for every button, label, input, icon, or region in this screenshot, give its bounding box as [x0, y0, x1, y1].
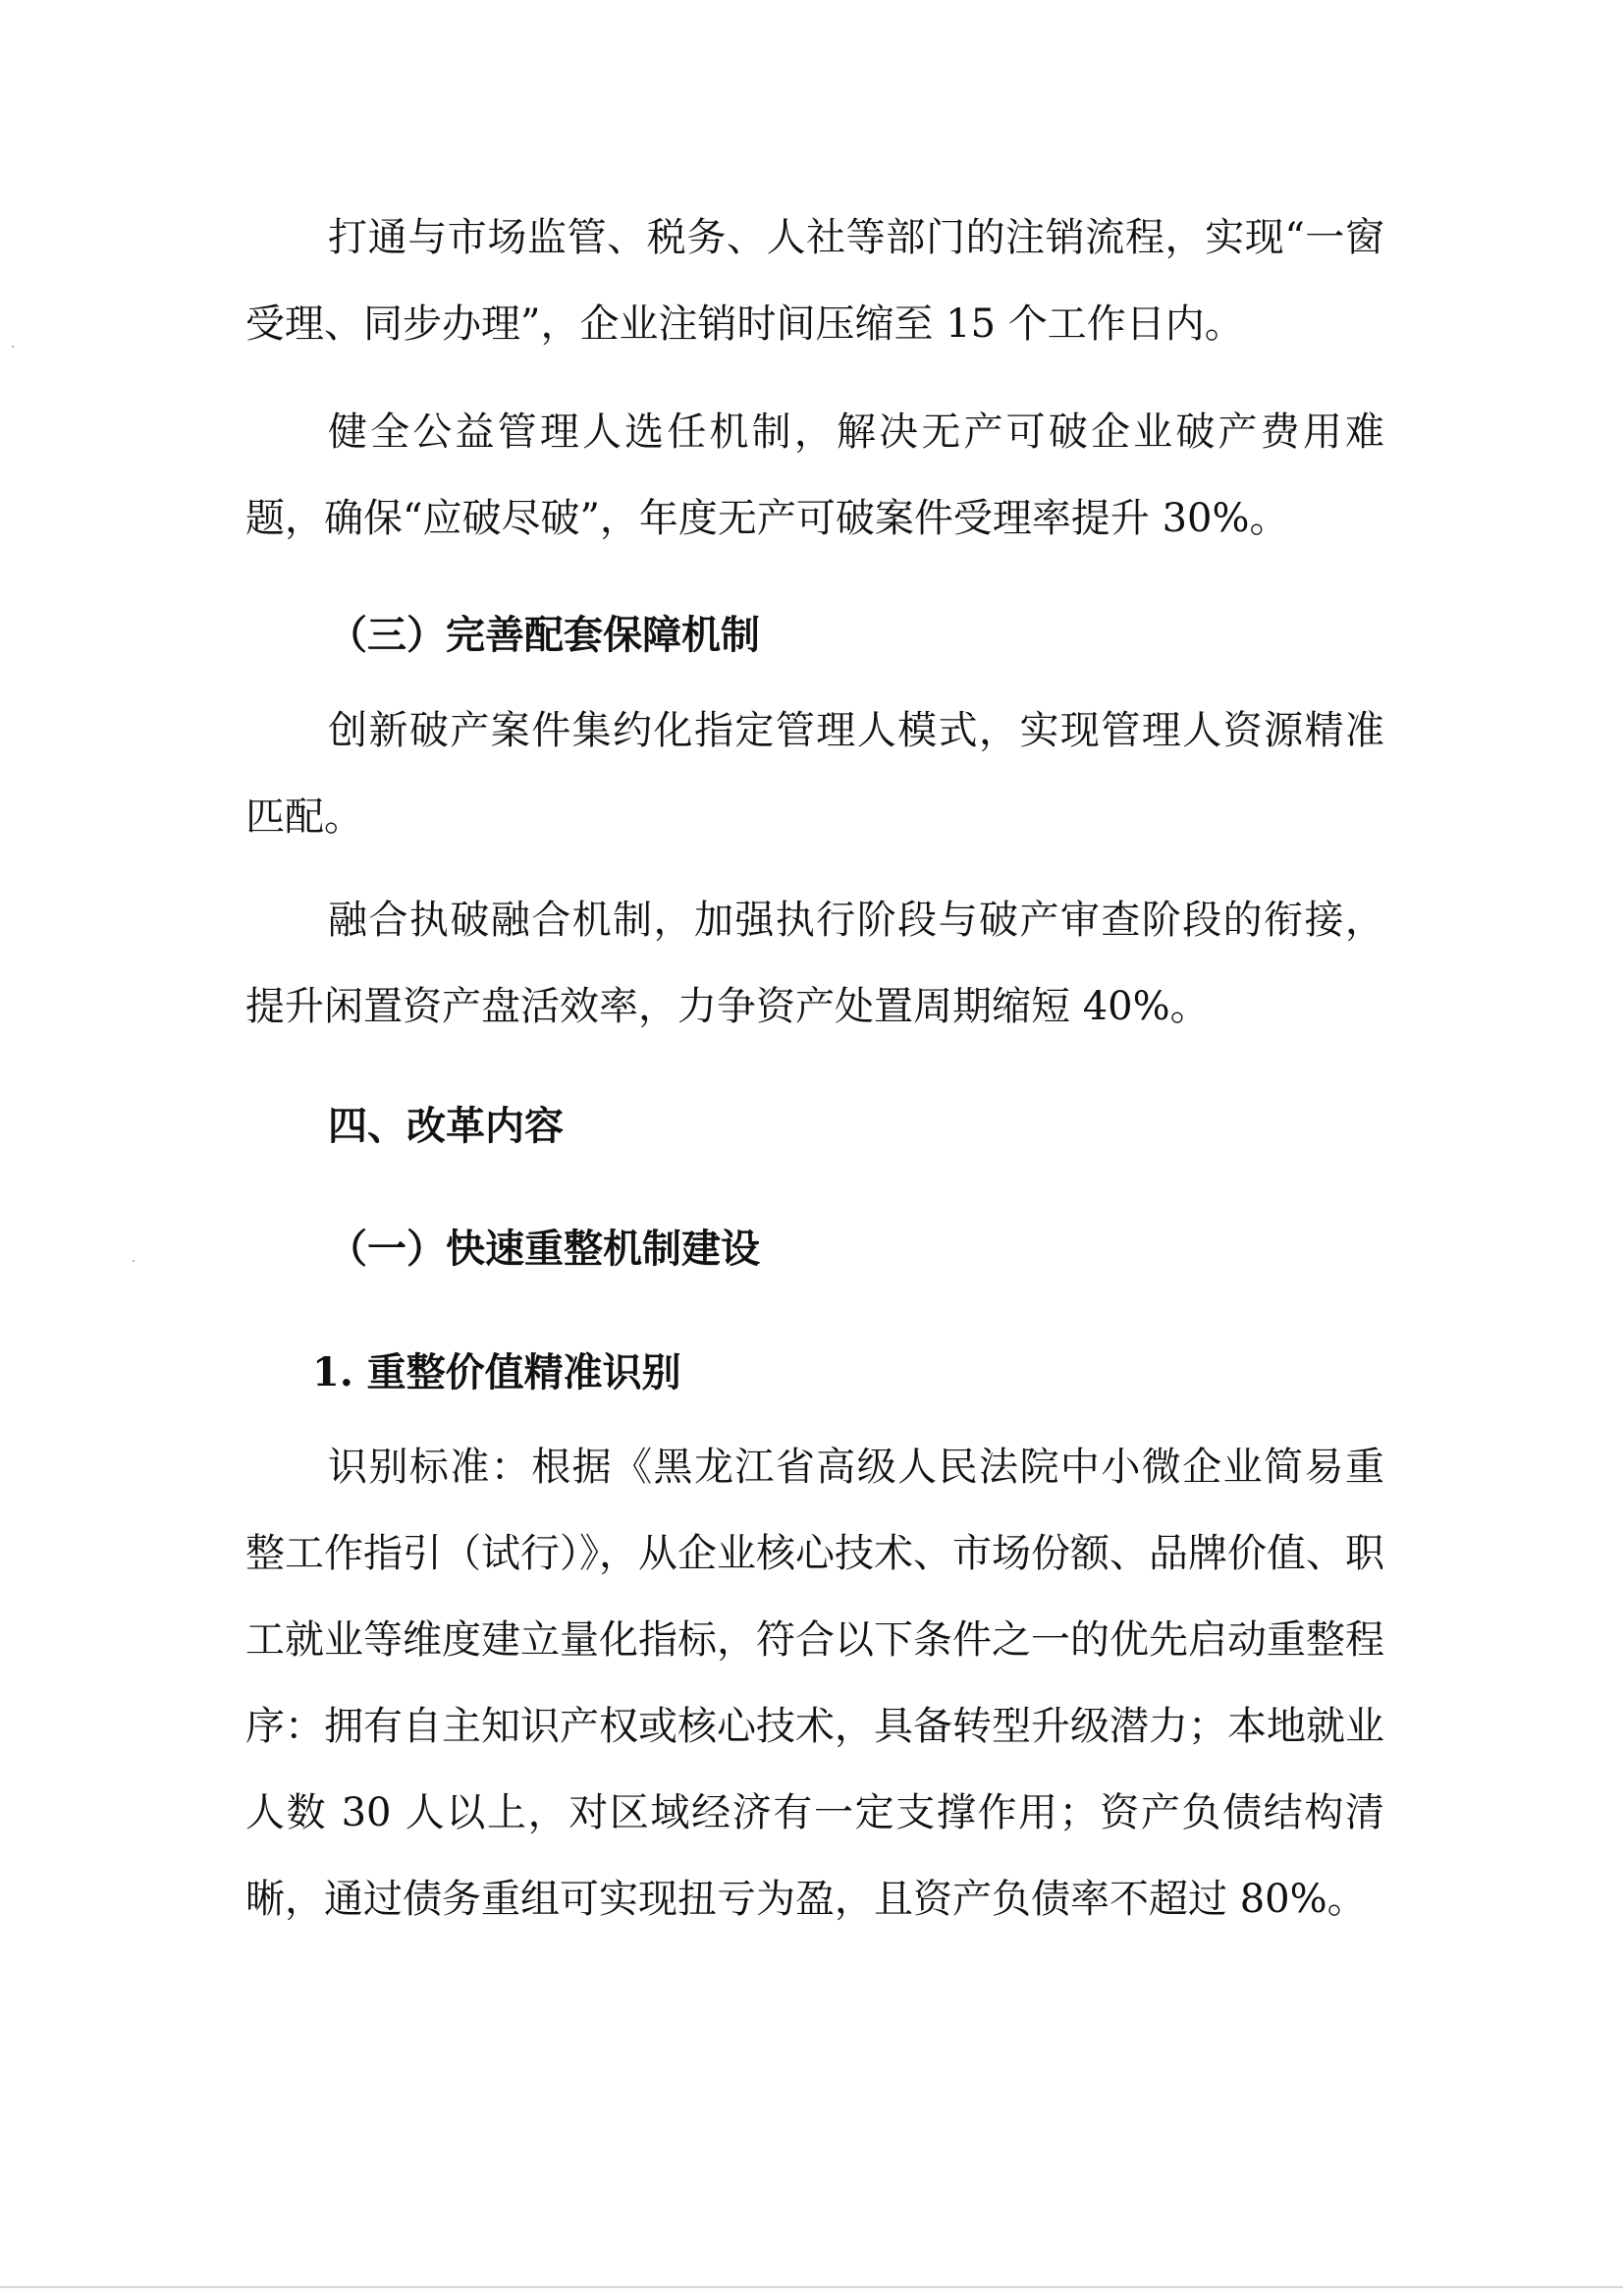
scan-speck — [133, 1260, 135, 1262]
scan-speck — [12, 346, 14, 348]
heading-reform-content: 四、改革内容 — [328, 1104, 564, 1149]
heading-fast-restructuring: （一）快速重整机制建设 — [328, 1227, 760, 1272]
paragraph-administrator-assignment: 创新破产案件集约化指定管理人模式，实现管理人资源精准匹配。 — [245, 708, 1384, 840]
paragraph-public-administrator: 健全公益管理人选任机制，解决无产可破企业破产费用难题，确保“应破尽破”，年度无产可破案件受理率提升 30%。 — [245, 410, 1384, 541]
heading-value-identification: 1. 重整价值精准识别 — [312, 1349, 681, 1395]
scan-bottom-edge — [0, 2286, 1623, 2288]
heading-support-mechanism: （三）完善配套保障机制 — [328, 613, 760, 658]
paragraph-enforcement-bankruptcy: 融合执破融合机制，加强执行阶段与破产审查阶段的衔接，提升闲置资产盘活效率，力争资产处置周期缩短 40%。 — [245, 898, 1384, 1029]
paragraph-deregistration: 打通与市场监管、税务、人社等部门的注销流程，实现“一窗受理、同步办理”，企业注销时间压缩至 15 个工作日内。 — [245, 215, 1384, 347]
paragraph-identification-criteria: 识别标准：根据《黑龙江省高级人民法院中小微企业简易重整工作指引（试行）》，从企业核心技术、市场份额、品牌价值、职工就业等维度建立量化指标，符合以下条件之一的优先启动重整程序：拥有自主知识产权或核心技术，具备转型升级潜力；本地就业人数 30 人以上，对区域经济有一定支撑作用；资产负债结构清晰，通过债务重组可实现扭亏为盈，且资产负债率不超过 80%。 — [245, 1445, 1384, 1922]
